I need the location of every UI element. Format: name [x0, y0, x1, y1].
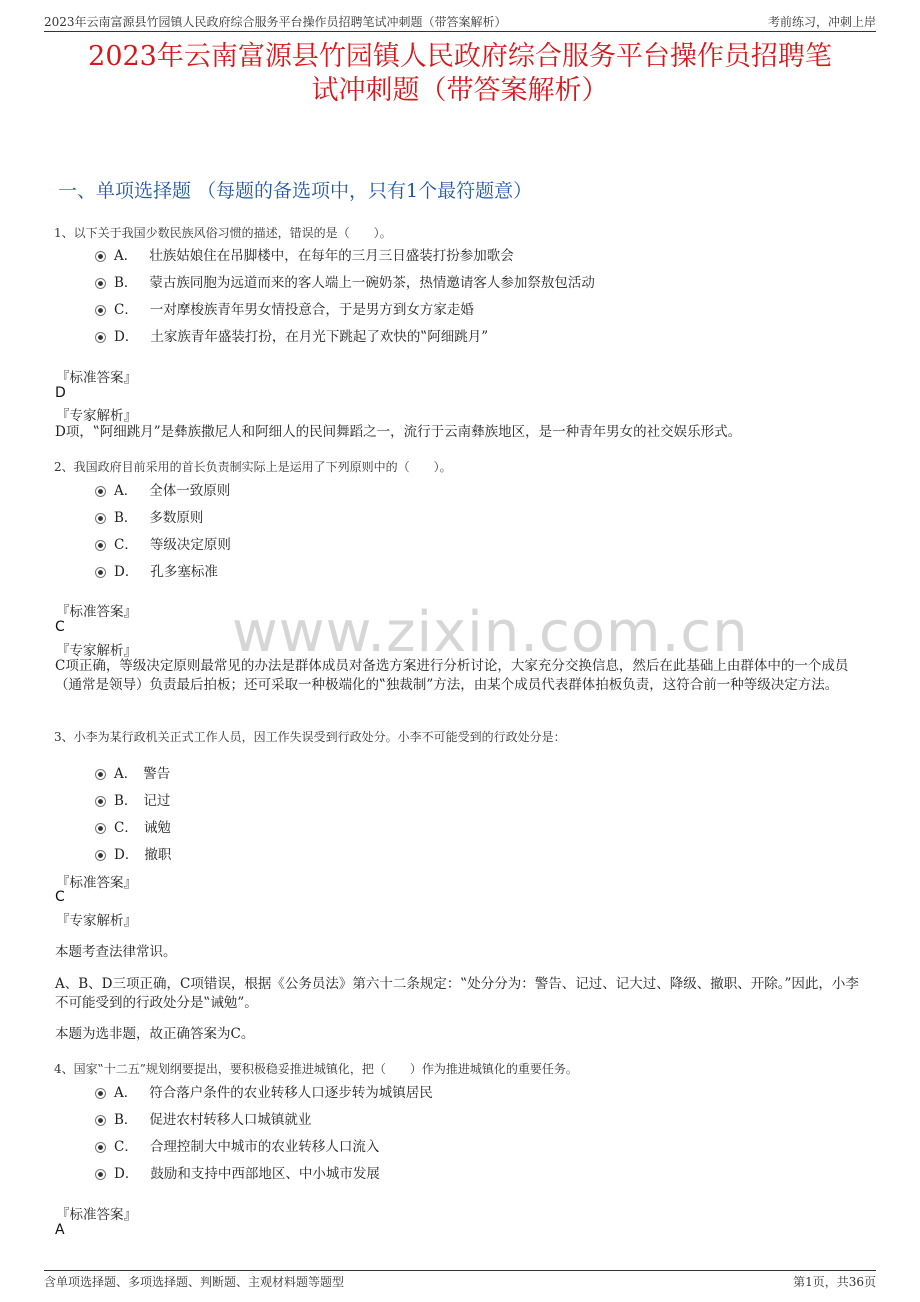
radio-icon[interactable] [95, 513, 106, 524]
analysis-tag: 『专家解析』 [56, 913, 137, 929]
analysis-text: C项正确，等级决定原则最常见的办法是群体成员对备选方案进行分析讨论，大家充分交换信息，然后在此基础上由群体中的一个成员（通常是领导）负责最后拍板；还可采取一种极端化的‟独裁制”方法，由某个成员代表群体拍板负责，这符合前一种等级决定方法。 [55, 658, 849, 693]
option-c[interactable]: C． 诫勉 [95, 816, 171, 836]
header-doc-title: 2023年云南富源县竹园镇人民政府综合服务平台操作员招聘笔试冲刺题（带答案解析） [44, 15, 507, 29]
analysis-tag: 『专家解析』 [56, 643, 137, 659]
radio-icon[interactable] [95, 278, 106, 289]
radio-icon[interactable] [95, 796, 106, 807]
analysis-text: 本题为选非题，故正确答案为C。 [55, 1026, 255, 1042]
option-c[interactable]: C． 合理控制大中城市的农业转移人口流入 [95, 1135, 379, 1155]
page-footer [44, 1270, 876, 1289]
title-line-1: 2023年云南富源县竹园镇人民政府综合服务平台操作员招聘笔 [88, 41, 832, 72]
answer-value: D [55, 385, 66, 401]
header-slogan: 考前练习，冲刺上岸 [767, 15, 876, 29]
page-number: 第1页，共36页 [793, 1275, 876, 1289]
option-d[interactable]: D． 孔多塞标准 [95, 560, 218, 580]
radio-icon[interactable] [95, 486, 106, 497]
option-b[interactable]: B． 多数原则 [95, 506, 203, 526]
radio-icon[interactable] [95, 1169, 106, 1180]
option-a[interactable]: A． 壮族姑娘住在吊脚楼中，在每年的三月三日盛装打扮参加歌会 [95, 244, 514, 264]
title-line-2: 试冲刺题（带答案解析） [311, 75, 609, 106]
radio-icon[interactable] [95, 567, 106, 578]
page-header [44, 10, 876, 32]
option-d[interactable]: D． 鼓励和支持中西部地区、中小城市发展 [95, 1162, 380, 1182]
analysis-text: A、B、D三项正确，C项错误，根据《公务员法》第六十二条规定：‟处分分为：警告、记过、记大过、降级、撤职、开除。”因此，小李不可能受到的行政处分是‟诫勉”。 [55, 976, 859, 1011]
answer-value: A [55, 1222, 65, 1238]
radio-icon[interactable] [95, 769, 106, 780]
option-b[interactable]: B． 蒙古族同胞为远道而来的客人端上一碗奶茶，热情邀请客人参加祭敖包活动 [95, 271, 595, 291]
answer-tag: 『标准答案』 [56, 875, 137, 891]
radio-icon[interactable] [95, 850, 106, 861]
radio-icon[interactable] [95, 540, 106, 551]
option-d[interactable]: D． 土家族青年盛装打扮，在月光下跳起了欢快的‟阿细跳月” [95, 325, 488, 345]
option-a[interactable]: A． 警告 [95, 762, 170, 782]
document-title [40, 40, 880, 108]
option-c[interactable]: C． 一对摩梭族青年男女情投意合，于是男方到女方家走婚 [95, 298, 474, 318]
question-stem: 4、国家‟十二五”规划纲要提出，要积极稳妥推进城镇化，把（ ）作为推进城镇化的重要任务。 [54, 1062, 578, 1076]
option-a[interactable]: A． 符合落户条件的农业转移人口逐步转为城镇居民 [95, 1081, 433, 1101]
analysis-text: 本题考查法律常识。 [55, 944, 177, 960]
answer-tag: 『标准答案』 [56, 604, 137, 620]
option-d[interactable]: D． 撤职 [95, 843, 171, 863]
option-b[interactable]: B． 促进农村转移人口城镇就业 [95, 1108, 311, 1128]
section-heading: 一、单项选择题 （每题的备选项中，只有1个最符题意） [58, 180, 533, 202]
option-a[interactable]: A． 全体一致原则 [95, 479, 230, 499]
analysis-tag: 『专家解析』 [56, 408, 137, 424]
radio-icon[interactable] [95, 1088, 106, 1099]
answer-value: C [55, 889, 65, 905]
watermark: www.zixin.com.cn [232, 600, 749, 665]
radio-icon[interactable] [95, 1142, 106, 1153]
answer-tag: 『标准答案』 [56, 1207, 137, 1223]
answer-value: C [55, 619, 65, 635]
radio-icon[interactable] [95, 305, 106, 316]
analysis-text: D项，‟阿细跳月”是彝族撒尼人和阿细人的民间舞蹈之一，流行于云南彝族地区，是一种青年男女的社交娱乐形式。 [55, 424, 742, 440]
radio-icon[interactable] [95, 251, 106, 262]
radio-icon[interactable] [95, 823, 106, 834]
answer-tag: 『标准答案』 [56, 370, 137, 386]
option-c[interactable]: C． 等级决定原则 [95, 533, 231, 553]
footer-question-types: 含单项选择题、多项选择题、判断题、主观材料题等题型 [44, 1275, 345, 1289]
question-stem: 1、以下关于我国少数民族风俗习惯的描述，错误的是（ ）。 [54, 226, 392, 240]
question-stem: 3、小李为某行政机关正式工作人员，因工作失误受到行政处分。小李不可能受到的行政处分是： [54, 730, 566, 744]
question-stem: 2、我国政府目前采用的首长负责制实际上是运用了下列原则中的（ ）。 [54, 460, 452, 474]
radio-icon[interactable] [95, 1115, 106, 1126]
radio-icon[interactable] [95, 332, 106, 343]
option-b[interactable]: B． 记过 [95, 789, 170, 809]
